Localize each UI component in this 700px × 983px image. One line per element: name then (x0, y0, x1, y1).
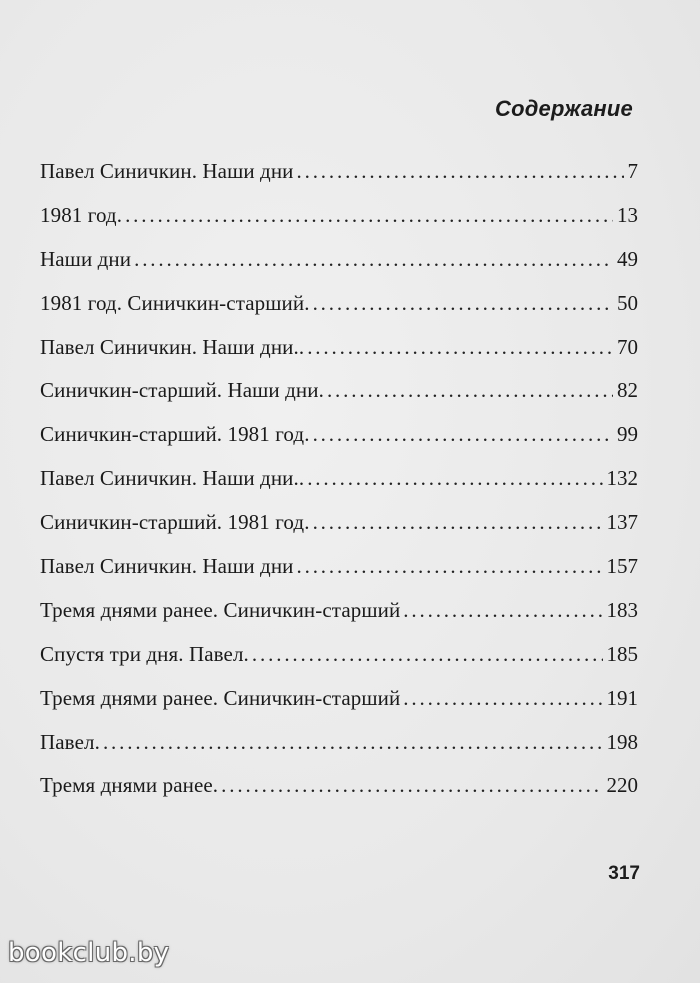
toc-leader-dots (403, 677, 602, 721)
toc-entry-page: 185 (606, 641, 638, 666)
toc-entry-page: 82 (617, 378, 638, 403)
toc-entry (40, 545, 638, 589)
toc-entry-label: Павел. (40, 729, 100, 754)
toc-entry-page: 99 (617, 422, 638, 447)
toc-entry-page: 191 (606, 685, 638, 710)
toc-entry-page: 50 (617, 290, 638, 315)
toc-entry-page: 49 (617, 246, 638, 271)
toc-entry (40, 764, 638, 808)
toc-entry (40, 326, 638, 370)
toc-entry (40, 150, 638, 194)
toc-entry-label: Павел Синичкин. Наши дни.. (40, 466, 305, 491)
toc-leader-dots (125, 194, 613, 238)
toc-entry-page: 183 (606, 597, 638, 622)
toc-leader-dots (252, 633, 603, 677)
toc-entry-label: 1981 год. Синичкин-старший. (40, 290, 310, 315)
toc-entry (40, 194, 638, 238)
toc-entry-page: 220 (606, 773, 638, 798)
toc-entry-label: Тремя днями ранее. Синичкин-старший (40, 685, 401, 710)
toc-entry-page: 7 (627, 159, 638, 183)
toc-entry-page: 137 (606, 510, 638, 535)
toc-entry-page: 198 (606, 729, 638, 754)
toc-leader-dots (103, 721, 603, 765)
toc-leader-dots (313, 413, 613, 457)
toc-leader-dots (297, 545, 603, 589)
watermark: bookclub.by (8, 938, 170, 968)
toc-entry (40, 677, 638, 721)
toc-entry-label: Павел Синичкин. Наши дни.. (40, 334, 305, 359)
toc-list (40, 150, 638, 808)
toc-entry-page: 132 (606, 466, 638, 491)
toc-leader-dots (327, 369, 613, 413)
toc-entry (40, 633, 638, 677)
toc-entry-page: 70 (617, 334, 638, 359)
toc-entry-label: Спустя три дня. Павел. (40, 641, 249, 666)
toc-entry-label: Павел Синичкин. Наши дни (40, 159, 294, 183)
toc-entry (40, 589, 638, 633)
toc-leader-dots (297, 150, 624, 194)
toc-entry-label: Наши дни (40, 246, 132, 271)
toc-entry-label: Синичкин-старший. Наши дни. (40, 378, 324, 403)
toc-entry (40, 369, 638, 413)
toc-entry (40, 457, 638, 501)
toc-entry-label: Павел Синичкин. Наши дни (40, 554, 294, 579)
toc-leader-dots (313, 501, 603, 545)
toc-leader-dots (134, 238, 613, 282)
toc-entry (40, 501, 638, 545)
toc-entry-page: 157 (606, 554, 638, 579)
toc-entry-label: 1981 год. (40, 202, 123, 227)
toc-entry (40, 721, 638, 765)
toc-entry (40, 282, 638, 326)
toc-leader-dots (221, 764, 602, 808)
toc-leader-dots (313, 282, 613, 326)
toc-entry-label: Тремя днями ранее. Синичкин-старший (40, 597, 401, 622)
toc-leader-dots (307, 326, 613, 370)
page-number: 317 (608, 863, 640, 884)
toc-entry-page: 13 (617, 202, 638, 227)
toc-entry-label: Синичкин-старший. 1981 год. (40, 422, 310, 447)
toc-leader-dots (403, 589, 602, 633)
toc-entry (40, 238, 638, 282)
toc-entry-label: Синичкин-старший. 1981 год. (40, 510, 310, 535)
toc-title: Содержание (495, 96, 633, 121)
toc-leader-dots (307, 457, 602, 501)
toc-entry (40, 413, 638, 457)
toc-entry-label: Тремя днями ранее. (40, 773, 219, 798)
